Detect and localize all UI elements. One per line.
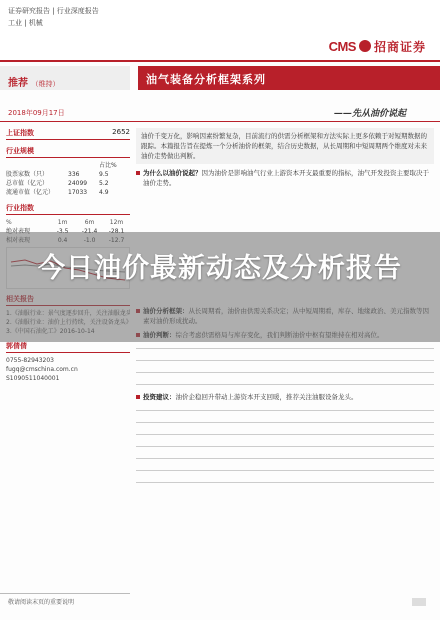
table-row: 股票家数（只） 336 9.5 [6,171,109,178]
rating-label: 推荐 （维持） [8,78,60,89]
contact-phone: 0755-82943203 [6,357,54,364]
basic-title: 行业规模 [6,146,130,158]
header-line-2: 工业 | 机械 [8,19,43,27]
basic-section [6,146,130,197]
contact-license: S1090511040001 [6,375,60,382]
basic-col-head: 占比% [99,162,117,169]
page-number-badge [412,598,426,606]
title-rule [0,121,440,122]
table-row: 总市值（亿元） 24099 5.2 [6,180,109,187]
header-meta [8,5,99,29]
logo-mark-icon [359,40,371,52]
contact-title: 郭倩倩 [6,342,130,353]
footer-note: 敬请阅读末页的重要说明 [8,599,75,606]
broker-logo [329,38,426,54]
perf-title: 行业指数 [6,203,130,215]
header-line-1: 证券研究报告 | 行业深度报告 [8,7,99,15]
report-subtitle: ——先从油价说起 [333,109,406,119]
report-title: 油气装备分析框架系列 [138,66,440,90]
table-row: 流通市值（亿元） 17033 4.9 [6,189,109,196]
body-point: 为什么以油价说起？因为油价是影响油气行业上游资本开支最重要的指标，油气开发投资主要取决于油价走势。 [136,168,434,188]
rating-box [0,66,130,90]
report-header [0,0,440,62]
index-section [6,128,130,140]
report-date: 2018年09月17日 [8,109,65,117]
header-rule [0,60,440,62]
overlay-title: 今日油价最新动态及分析报告 [38,253,402,284]
contact-email[interactable]: fugq@cmschina.com.cn [6,366,78,373]
index-header: 上证指数 2652 [6,128,130,140]
footer-rule [0,593,130,594]
perf-col-head: % 1m 6m 12m [6,219,124,226]
contact-section [6,342,130,383]
intro-paragraph: 油价千变万化，影响因素纷繁复杂，目前流行的供需分析框架和方法实际上更多依赖于对短期数据的跟踪。本篇报告旨在提炼一个分析油价的框架，结合历史数据，从长周期和中短周期两个维度对未来油价走势做出判断。 [136,128,434,164]
logo-en: CMS [328,38,356,54]
logo-cn: 招商证券 [373,39,426,54]
body-point: 投资建议：油价企稳回升带动上游资本开支回暖，推荐关注油服设备龙头。 [136,392,434,402]
